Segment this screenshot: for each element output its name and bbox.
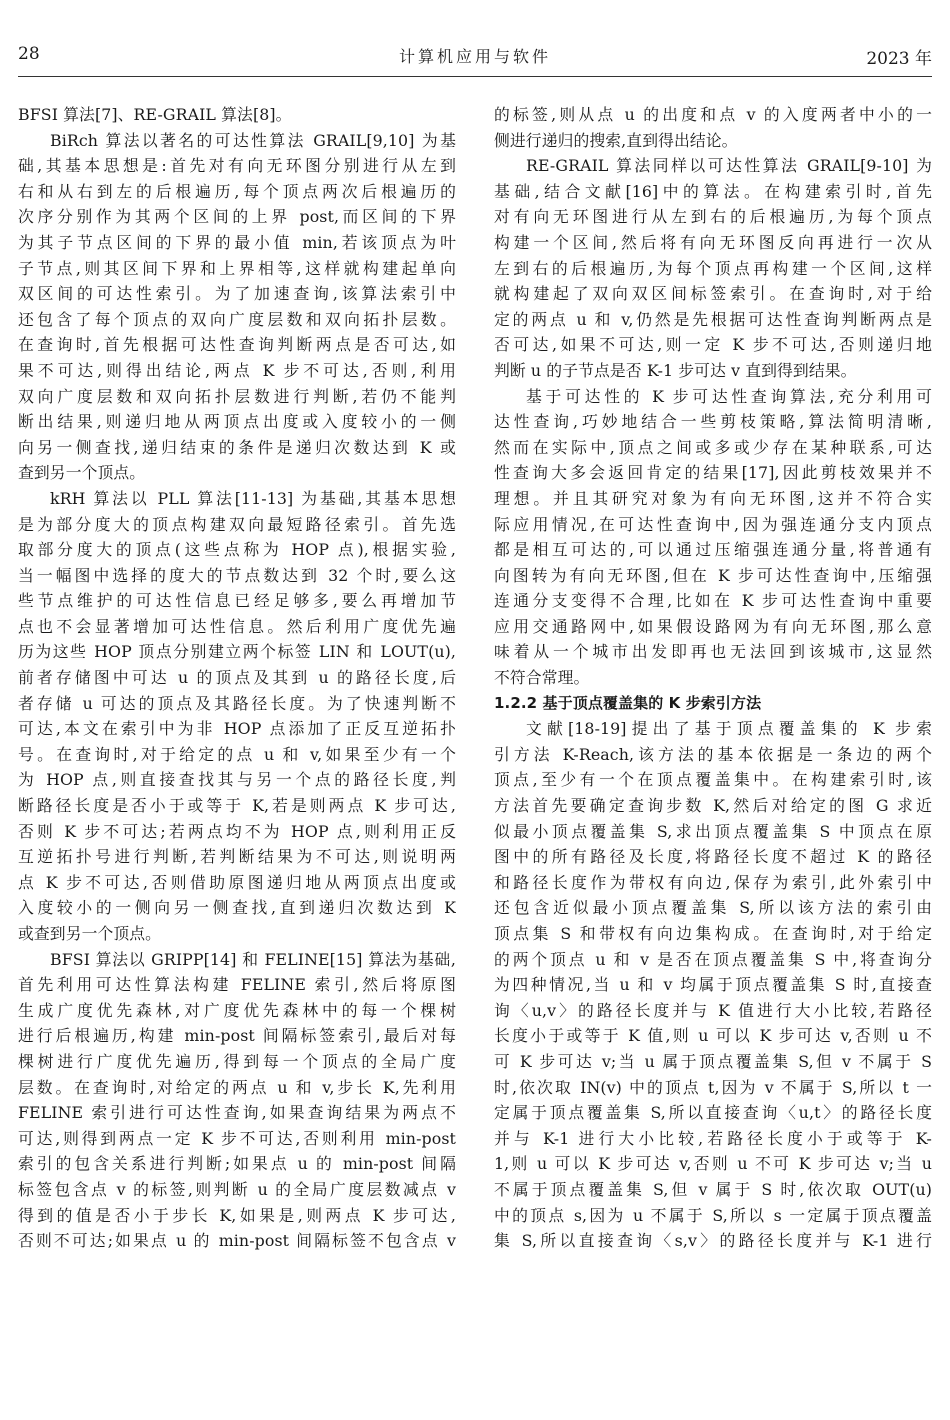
text-line: 标签包含点 v 的标签,则判断 u 的全局广度层数减点 v (18, 1179, 456, 1199)
text-line: kRH 算法以 PLL 算法[11-13] 为基础,其基本思想 (50, 488, 456, 508)
text-line: 顶点,至少有一个在顶点覆盖集中。在构建索引时,该 (494, 770, 932, 790)
text-line: 历为这些 HOP 顶点分别建立两个标签 LIN 和 LOUT(u), (18, 642, 456, 662)
text-line: 长度小于或等于 K 值,则 u 可以 K 步可达 v,否则 u 不 (494, 1026, 932, 1046)
text-line: 味着从一个城市出发即再也无法回到该城市,这显然 (494, 642, 932, 662)
text-line: 都是相互可达的,可以通过压缩强连通分量,将普通有 (494, 540, 932, 560)
text-line: 际应用情况,在可达性查询中,因为强连通分支内顶点 (494, 514, 932, 534)
text-line: 侧进行递归的搜索,直到得出结论。 (494, 130, 738, 150)
text-line: 号。在查询时,对于给定的点 u 和 v,如果至少有一个 (18, 744, 456, 764)
text-line: 在查询时,首先根据可达性查询判断两点是否可达,如 (18, 335, 456, 355)
text-line: 生成广度优先森林,对广度优先森林中的每一个棵树 (18, 1000, 456, 1020)
text-line: 性查询大多会返回肯定的结果[17],因此剪枝效果并不 (494, 463, 932, 483)
text-line: 顶点集 S 和带权有向边集构成。在查询时,对于给定 (494, 924, 932, 943)
text-line: 然而在实际中,顶点之间或多或少存在某种联系,可达 (494, 437, 932, 457)
text-line: 的标签,则从点 u 的出度和点 v 的入度两者中小的一 (494, 105, 932, 124)
text-line: 果不可达,则得出结论,两点 K 步不可达,否则,利用 (18, 360, 456, 380)
text-line: 否则不可达;如果点 u 的 min-post 间隔标签不包含点 v (18, 1231, 456, 1251)
text-line: 可 K 步可达 v;当 u 属于顶点覆盖集 S,但 v 不属于 S (494, 1051, 932, 1071)
text-line: 似最小顶点覆盖集 S,求出顶点覆盖集 S 中顶点在原 (494, 821, 932, 841)
text-line: BFSI 算法[7]、RE-GRAIL 算法[8]。 (18, 105, 292, 124)
text-line: 为其子节点区间的下界的最小值 min,若该顶点为叶 (18, 232, 456, 252)
text-line: 当一幅图中选择的度大的节点数达到 32 个时,要么这 (18, 565, 456, 585)
text-line: FELINE 索引进行可达性查询,如果查询结果为两点不 (18, 1103, 456, 1123)
text-line: 文献[18-19]提出了基于顶点覆盖集的 K 步索 (526, 719, 932, 739)
text-line: 棵树进行广度优先遍历,得到每一个顶点的全局广度 (18, 1051, 456, 1071)
text-line: 取部分度大的顶点(这些点称为 HOP 点),根据实验, (18, 540, 456, 560)
text-line: 础,其基本思想是:首先对有向无环图分别进行从左到 (18, 156, 456, 176)
text-line: 点也不会显著增加可达性信息。然后利用广度优先遍 (18, 616, 456, 636)
text-line: 和路径长度作为带权有向边,保存为索引,此外索引中 (494, 872, 932, 892)
text-line: 可达,本文在索引中为非 HOP 点添加了正反互逆拓扑 (18, 719, 456, 739)
text-line: 基于可达性的 K 步可达性查询算法,充分利用可 (526, 386, 932, 406)
text-line: 或查到另一个顶点。 (18, 924, 162, 943)
publication-year: 2023 年 (866, 49, 932, 69)
text-line: 基础,结合文献[16]中的算法。在构建索引时,首先 (494, 181, 932, 201)
text-line: 进行后根遍历,构建 min-post 间隔标签索引,最后对每 (18, 1026, 456, 1046)
text-line: 方法首先要确定查询步数 K,然后对给定的图 G 求近 (494, 796, 932, 816)
text-line: 构建一个区间,然后将有向无环图反向再进行一次从 (494, 232, 932, 252)
text-line: 引方法 K-Reach,该方法的基本依据是一条边的两个 (494, 744, 932, 764)
page-number: 28 (18, 44, 40, 64)
right-column (494, 102, 932, 1254)
text-line: 些节点维护的可达性信息已经足够多,要么再增加节 (18, 591, 456, 611)
text-line: 1,则 u 可以 K 步可达 v,否则 u 不可 K 步可达 v;当 u (494, 1154, 932, 1174)
text-line: 为 HOP 点,则直接查找其与另一个点的路径长度,判 (18, 770, 456, 790)
text-line: 首先利用可达性算法构建 FELINE 索引,然后将原图 (18, 975, 456, 995)
text-line: 否则 K 步不可达;若两点均不为 HOP 点,则利用正反 (18, 821, 456, 841)
text-line: BFSI 算法以 GRIPP[14] 和 FELINE[15] 算法为基础, (50, 949, 456, 969)
text-line: 子节点,则其区间下界和上界相等,这样就构建起单向 (18, 258, 456, 278)
text-line: 询〈u,v〉的路径长度并与 K 值进行大小比较,若路径 (494, 1000, 932, 1020)
text-line: 双向广度层数和双向拓扑层数进行判断,若仍不能判 (18, 386, 456, 406)
text-line: 就构建起了双向双区间标签索引。在查询时,对于给 (494, 284, 932, 304)
text-line: 前者存储图中可达 u 的顶点及其到 u 的路径长度,后 (18, 668, 456, 688)
text-line: 者存储 u 可达的顶点及其路径长度。为了快速判断不 (18, 693, 456, 713)
text-line: 定属于顶点覆盖集 S,所以直接查询〈u,t〉的路径长度 (494, 1103, 932, 1123)
text-line: 的两个顶点 u 和 v 是否在顶点覆盖集 S 中,将查询分 (494, 949, 932, 969)
text-line: 为四种情况,当 u 和 v 均属于顶点覆盖集 S 时,直接查 (494, 975, 932, 995)
text-line: 点 K 步不可达,否则借助原图递归地从两顶点出度或 (18, 872, 456, 892)
text-line: 中的顶点 s,因为 u 不属于 S,所以 s 一定属于顶点覆盖 (494, 1205, 932, 1225)
text-line: 可达,则得到两点一定 K 步不可达,否则利用 min-post (18, 1128, 456, 1148)
text-line: 还包含近似最小顶点覆盖集 S,所以该方法的索引由 (494, 898, 932, 918)
text-line: 图中的所有路径及长度,将路径长度不超过 K 的路径 (494, 847, 932, 867)
text-line: 时,依次取 IN(v) 中的顶点 t,因为 v 不属于 S,所以 t 一 (494, 1077, 932, 1097)
text-line: 不属于顶点覆盖集 S,但 v 属于 S 时,依次取 OUT(u) (494, 1179, 932, 1199)
text-line: 判断 u 的子节点是否 K-1 步可达 v 直到得到结果。 (494, 360, 857, 380)
text-line: 右和从右到左的后根遍历,每个顶点两次后根遍历的 (18, 181, 456, 201)
text-line: 定的两点 u 和 v,仍然是先根据可达性查询判断两点是 (494, 309, 932, 329)
text-line: 理想。并且其研究对象为有向无环图,这并不符合实 (494, 488, 932, 508)
text-line: 向图转为有向无环图,但在 K 步可达性查询中,压缩强 (494, 565, 932, 585)
text-line: 入度较小的一侧向另一侧查找,直到递归次数达到 K (18, 898, 456, 918)
page-header (18, 0, 932, 77)
text-line: 次序分别作为其两个区间的上界 post,而区间的下界 (18, 207, 456, 227)
text-line: BiRch 算法以著名的可达性算法 GRAIL[9,10] 为基 (50, 130, 456, 150)
text-line: 索引的包含关系进行判断;如果点 u 的 min-post 间隔 (18, 1154, 456, 1174)
text-line: 左到右的后根遍历,为每个顶点再构建一个区间,这样 (494, 258, 932, 278)
text-line: 不符合常理。 (494, 668, 590, 688)
text-line: 双区间的可达性索引。为了加速查询,该算法索引中 (18, 284, 456, 304)
left-column (18, 102, 456, 1254)
text-line: 是为部分度大的顶点构建双向最短路径索引。首先选 (18, 514, 456, 534)
text-line: 并与 K-1 进行大小比较,若路径长度小于或等于 K- (494, 1128, 932, 1148)
text-line: 应用交通路网中,如果假设路网为有向无环图,那么意 (494, 616, 932, 636)
text-line: 断路径长度是否小于或等于 K,若是则两点 K 步可达, (18, 796, 456, 816)
text-line: 对有向无环图进行从左到右的后根遍历,为每个顶点 (494, 207, 932, 227)
text-line: 向另一侧查找,递归结束的条件是递归次数达到 K 或 (18, 437, 456, 457)
text-line: 互逆拓扑号进行判断,若判断结果为不可达,则说明两 (18, 847, 456, 867)
text-line: 否可达,如果不可达,则一定 K 步不可达,否则递归地 (494, 335, 932, 355)
text-line: RE-GRAIL 算法同样以可达性算法 GRAIL[9-10] 为 (526, 156, 932, 176)
text-line: 得到的值是否小于步长 K,如果是,则两点 K 步可达, (18, 1205, 456, 1225)
journal-name: 计算机应用与软件 (398, 47, 551, 66)
text-line: 断出结果,则递归地从两顶点出度或入度较小的一侧 (18, 412, 456, 432)
text-line: 查到另一个顶点。 (18, 463, 146, 483)
text-line: 达性查询,巧妙地结合一些剪枝策略,算法简明清晰, (494, 412, 932, 432)
text-line: 集 S,所以直接查询〈s,v〉的路径长度并与 K-1 进行 (494, 1231, 932, 1251)
text-line: 连通分支变得不合理,比如在 K 步可达性查询中重要 (494, 591, 932, 611)
text-line: 还包含了每个顶点的双向广度层数和双向拓扑层数。 (18, 309, 456, 329)
text-line: 层数。在查询时,对给定的两点 u 和 v,步长 K,先利用 (18, 1077, 456, 1097)
section-heading: 1.2.2 基于顶点覆盖集的 K 步索引方法 (494, 693, 762, 712)
